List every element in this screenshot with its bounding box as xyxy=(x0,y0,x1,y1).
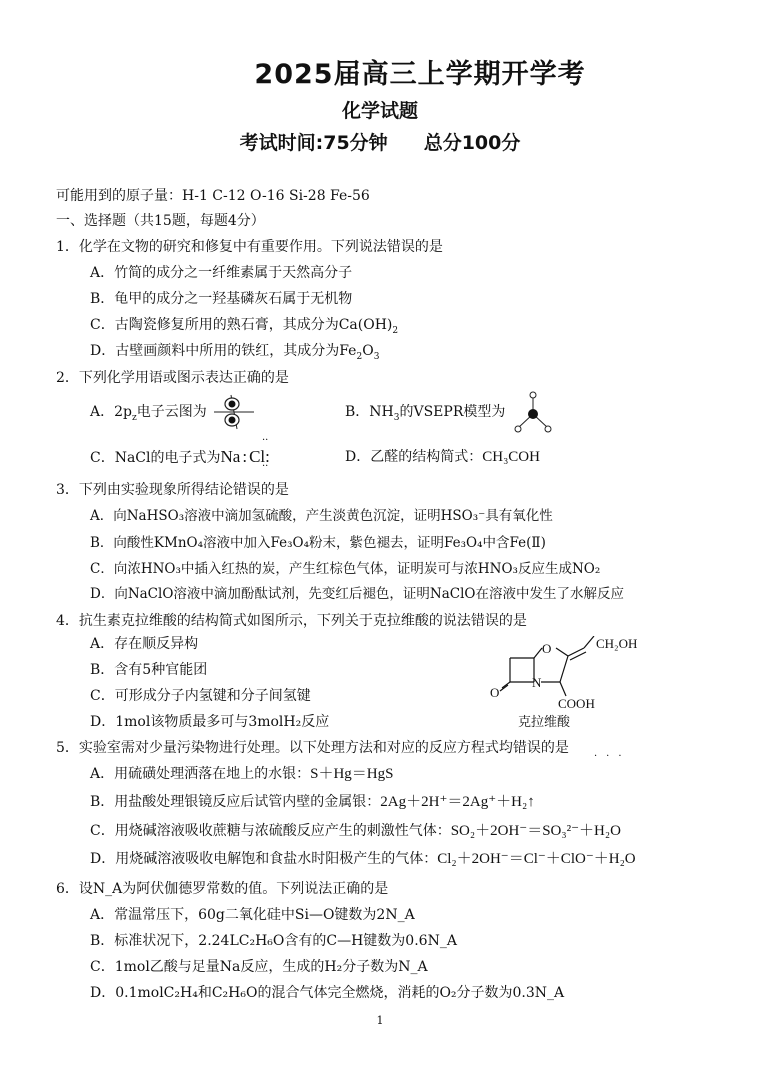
q1-option-d: D．古壁画颜料中所用的铁红，其成分为$Fe_2O_3$ xyxy=(90,343,380,362)
subject-title: 化学试题 xyxy=(341,100,418,122)
q4-option-b: B．含有5种官能团 xyxy=(90,662,208,678)
q5-option-c: C．用烧碱溶液吸收蔗糖与浓硫酸反应产生的刺激性气体：SO₂＋2OH⁻＝SO₃²⁻＋H₂O xyxy=(90,823,621,839)
q4-option-c: C．可形成分子内氢键和分子间氢键 xyxy=(90,688,311,704)
exam-title: 2025届高三上学期开学考 xyxy=(254,59,586,90)
vsepr-model-icon xyxy=(510,390,556,438)
q1-option-c: C．古陶瓷修复所用的熟石膏，其成分为$Ca(OH)_2$ xyxy=(90,317,399,336)
q5-option-d: D．用烧碱溶液吸收电解饱和食盐水时阳极产生的气体：Cl₂＋2OH⁻＝Cl⁻＋ClO⁻＋H₂O xyxy=(90,851,636,867)
q4-option-a: A．存在顺反异构 xyxy=(90,636,199,652)
total-score: 总分100分 xyxy=(423,132,521,154)
lone-pair-top: ·· xyxy=(262,435,269,446)
q1-option-b: B．龟甲的成分之一羟基磷灰石属于无机物 xyxy=(90,291,353,307)
question-5-stem: 5．实验室需对少量污染物进行处理。以下处理方法和对应的反应方程式均错误的是 xyxy=(56,740,569,756)
electron-cloud-icon xyxy=(214,393,254,431)
q2-option-c: C．NaCl的电子式为Na : Cl: xyxy=(90,447,270,466)
q3-option-a: A．向NaHSO₃溶液中滴加氢硫酸，产生淡黄色沉淀，证明HSO₃⁻具有氧化性 xyxy=(90,508,553,524)
section-heading: 一、选择题（共15题，每题4分） xyxy=(56,213,265,229)
question-2-stem: 2．下列化学用语或图示表达正确的是 xyxy=(56,370,289,386)
struct-keto-oxygen: O xyxy=(490,685,500,700)
exam-info xyxy=(0,128,760,155)
q6-option-b: B．标准状况下，2.24LC₂H₆O含有的C—H键数为0.6N_A xyxy=(90,933,457,949)
q6-option-c: C．1mol乙酸与足量Na反应，生成的H₂分子数为N_A xyxy=(90,959,428,975)
q1-option-a: A．竹简的成分之一纤维素属于天然高分子 xyxy=(90,265,353,281)
exam-time: 考试时间:75分钟 xyxy=(239,132,388,154)
lone-pair-bottom: ·· xyxy=(262,461,269,472)
question-3-stem: 3．下列由实验现象所得结论错误的是 xyxy=(56,482,289,498)
q2-option-a: A．$2p_z$电子云图为 xyxy=(90,404,207,423)
q5-option-b: B．用盐酸处理银镜反应后试管内壁的金属银：2Ag＋2H⁺＝2Ag⁺＋H₂↑ xyxy=(90,794,535,810)
question-1-stem: 1．化学在文物的研究和修复中有重要作用。下列说法错误的是 xyxy=(56,239,443,255)
struct-nitrogen: N xyxy=(532,675,542,690)
q2-option-b: B．$NH_3$的VSEPR模型为 xyxy=(345,404,506,423)
q3-option-d: D．向NaClO溶液中滴加酚酞试剂，先变红后褪色，证明NaClO在溶液中发生了水解反应 xyxy=(90,586,624,602)
q6-option-a: A．常温常压下，60g二氧化硅中Si—O键数为2N_A xyxy=(90,907,415,923)
q6-option-d: D．0.1molC₂H₄和C₂H₆O的混合气体完全燃烧，消耗的O₂分子数为0.3N_A xyxy=(90,985,565,1001)
struct-caption: 克拉维酸 xyxy=(518,715,571,730)
struct-ring-oxygen: O xyxy=(542,641,552,656)
question-4-stem: 4．抗生素克拉维酸的结构简式如图所示，下列关于克拉维酸的说法错误的是 xyxy=(56,613,527,629)
struct-cooh: COOH xyxy=(558,696,595,711)
question-6-stem: 6．设N_A为阿伏伽德罗常数的值。下列说法正确的是 xyxy=(56,881,389,897)
q3-option-b: B．向酸性KMnO₄溶液中加入Fe₃O₄粉末，紫色褪去，证明Fe₃O₄中含Fe(Ⅱ) xyxy=(90,535,546,551)
q3-option-c: C．向浓HNO₃中插入红热的炭，产生红棕色气体，证明炭可与浓HNO₃反应生成NO₂ xyxy=(90,561,601,577)
q5-option-a: A．用硫磺处理洒落在地上的水银：S＋Hg＝HgS xyxy=(90,766,394,782)
q4-option-d: D．1mol该物质最多可与3molH₂反应 xyxy=(90,714,330,730)
struct-ch2oh: CH₂OH xyxy=(596,636,638,651)
emphasis-dots: ··· xyxy=(594,751,631,762)
page-number: 1 xyxy=(376,1014,384,1027)
q2-option-d: D．乙醛的结构简式：CH₃COH xyxy=(345,449,540,465)
atomic-masses: 可能用到的原子量：H-1 C-12 O-16 Si-28 Fe-56 xyxy=(56,188,370,204)
